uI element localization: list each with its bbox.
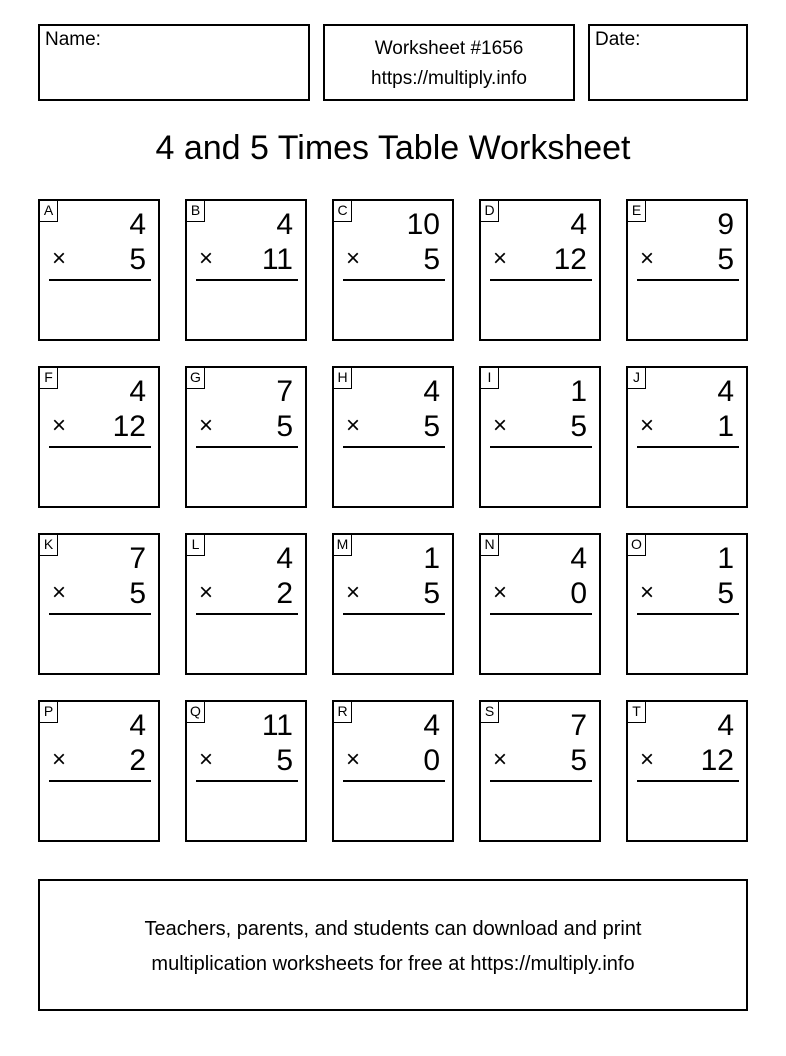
problem-letter: A (40, 201, 58, 222)
multiplier: 1 (717, 410, 734, 443)
multiplicand: 1 (717, 542, 734, 575)
answer-line (49, 613, 151, 615)
multiplier: 5 (570, 410, 587, 443)
multiplier: 5 (570, 744, 587, 777)
multiplier: 12 (112, 410, 146, 443)
problem-letter: C (334, 201, 352, 222)
problem-letter: H (334, 368, 352, 389)
multiplicand: 9 (717, 208, 734, 241)
problem-letter: S (481, 702, 499, 723)
multiplicand: 7 (276, 375, 293, 408)
worksheet-site-url: https://multiply.info (371, 68, 527, 89)
problem-card (332, 366, 454, 508)
multiplicand: 4 (570, 208, 587, 241)
answer-line (49, 446, 151, 448)
footer-note (38, 879, 748, 1011)
problem-card (479, 199, 601, 341)
answer-line (196, 446, 298, 448)
problem-card (38, 700, 160, 842)
problem-letter: Q (187, 702, 205, 723)
multiplier: 11 (261, 243, 293, 276)
multiplicand: 4 (276, 542, 293, 575)
answer-line (637, 613, 739, 615)
problem-letter: G (187, 368, 205, 389)
multiplicand: 7 (570, 709, 587, 742)
answer-line (490, 780, 592, 782)
problem-letter: E (628, 201, 646, 222)
multiplicand: 10 (406, 208, 440, 241)
multiplicand: 4 (129, 375, 146, 408)
multiply-sign: × (346, 245, 361, 272)
answer-line (490, 279, 592, 281)
multiplier: 0 (423, 744, 440, 777)
answer-line (490, 446, 592, 448)
name-label: Name: (45, 29, 101, 50)
multiplicand: 4 (423, 709, 440, 742)
problem-card (185, 533, 307, 675)
multiplicand: 7 (129, 542, 146, 575)
answer-line (49, 780, 151, 782)
answer-line (637, 446, 739, 448)
multiply-sign: × (199, 245, 214, 272)
problem-card (185, 700, 307, 842)
multiplier: 5 (423, 577, 440, 610)
problem-card (479, 366, 601, 508)
multiply-sign: × (52, 412, 67, 439)
multiply-sign: × (52, 245, 67, 272)
answer-line (196, 780, 298, 782)
answer-line (343, 613, 445, 615)
date-label: Date: (595, 29, 641, 50)
answer-line (196, 279, 298, 281)
name-field (38, 24, 310, 101)
footer-line-2: multiplication worksheets for free at https://multiply.info (151, 953, 635, 975)
multiplier: 5 (717, 243, 734, 276)
multiply-sign: × (640, 579, 655, 606)
problem-letter: M (334, 535, 352, 556)
problem-letter: T (628, 702, 646, 723)
problem-card (185, 199, 307, 341)
multiplicand: 4 (717, 709, 734, 742)
multiplicand: 4 (129, 709, 146, 742)
multiplier: 5 (129, 577, 146, 610)
multiplicand: 4 (423, 375, 440, 408)
problem-letter: O (628, 535, 646, 556)
multiplier: 0 (570, 577, 587, 610)
multiplicand: 4 (570, 542, 587, 575)
answer-line (196, 613, 298, 615)
multiply-sign: × (346, 579, 361, 606)
multiply-sign: × (640, 412, 655, 439)
page-title: 4 and 5 Times Table Worksheet (155, 129, 631, 167)
problem-card (332, 199, 454, 341)
multiply-sign: × (199, 412, 214, 439)
problem-letter: F (40, 368, 58, 389)
multiply-sign: × (52, 579, 67, 606)
worksheet-info-box (323, 24, 575, 101)
multiply-sign: × (640, 245, 655, 272)
multiplicand: 4 (276, 208, 293, 241)
multiplier: 5 (276, 410, 293, 443)
answer-line (343, 780, 445, 782)
problem-card (38, 533, 160, 675)
multiply-sign: × (640, 746, 655, 773)
problem-card (185, 366, 307, 508)
multiplier: 2 (129, 744, 146, 777)
multiplier: 12 (700, 744, 734, 777)
multiply-sign: × (493, 746, 508, 773)
problem-letter: N (481, 535, 499, 556)
multiplier: 5 (276, 744, 293, 777)
problem-letter: D (481, 201, 499, 222)
answer-line (343, 279, 445, 281)
answer-line (637, 780, 739, 782)
worksheet-number: Worksheet #1656 (374, 38, 524, 59)
multiplier: 2 (276, 577, 293, 610)
multiplier: 12 (553, 243, 587, 276)
problem-card (332, 700, 454, 842)
answer-line (637, 279, 739, 281)
multiplicand: 11 (261, 709, 293, 742)
problem-letter: P (40, 702, 58, 723)
multiply-sign: × (199, 746, 214, 773)
multiply-sign: × (346, 746, 361, 773)
footer-line-1: Teachers, parents, and students can download and print (144, 918, 642, 940)
multiplier: 5 (717, 577, 734, 610)
multiply-sign: × (493, 245, 508, 272)
multiplicand: 4 (717, 375, 734, 408)
problem-letter: B (187, 201, 205, 222)
multiply-sign: × (493, 412, 508, 439)
multiplicand: 1 (570, 375, 587, 408)
problem-letter: K (40, 535, 58, 556)
problem-card (38, 366, 160, 508)
problem-card (626, 700, 748, 842)
answer-line (343, 446, 445, 448)
multiplicand: 4 (129, 208, 146, 241)
multiplier: 5 (423, 410, 440, 443)
multiply-sign: × (199, 579, 214, 606)
multiply-sign: × (52, 746, 67, 773)
problem-letter: R (334, 702, 352, 723)
problem-letter: I (481, 368, 499, 389)
problem-card (332, 533, 454, 675)
multiplicand: 1 (423, 542, 440, 575)
problem-card (38, 199, 160, 341)
problem-letter: J (628, 368, 646, 389)
multiply-sign: × (493, 579, 508, 606)
problem-letter: L (187, 535, 205, 556)
answer-line (49, 279, 151, 281)
problem-card (626, 199, 748, 341)
problem-card (479, 533, 601, 675)
multiply-sign: × (346, 412, 361, 439)
multiplier: 5 (423, 243, 440, 276)
answer-line (490, 613, 592, 615)
multiplier: 5 (129, 243, 146, 276)
problem-card (626, 533, 748, 675)
date-field (588, 24, 748, 101)
problem-card (626, 366, 748, 508)
problem-card (479, 700, 601, 842)
